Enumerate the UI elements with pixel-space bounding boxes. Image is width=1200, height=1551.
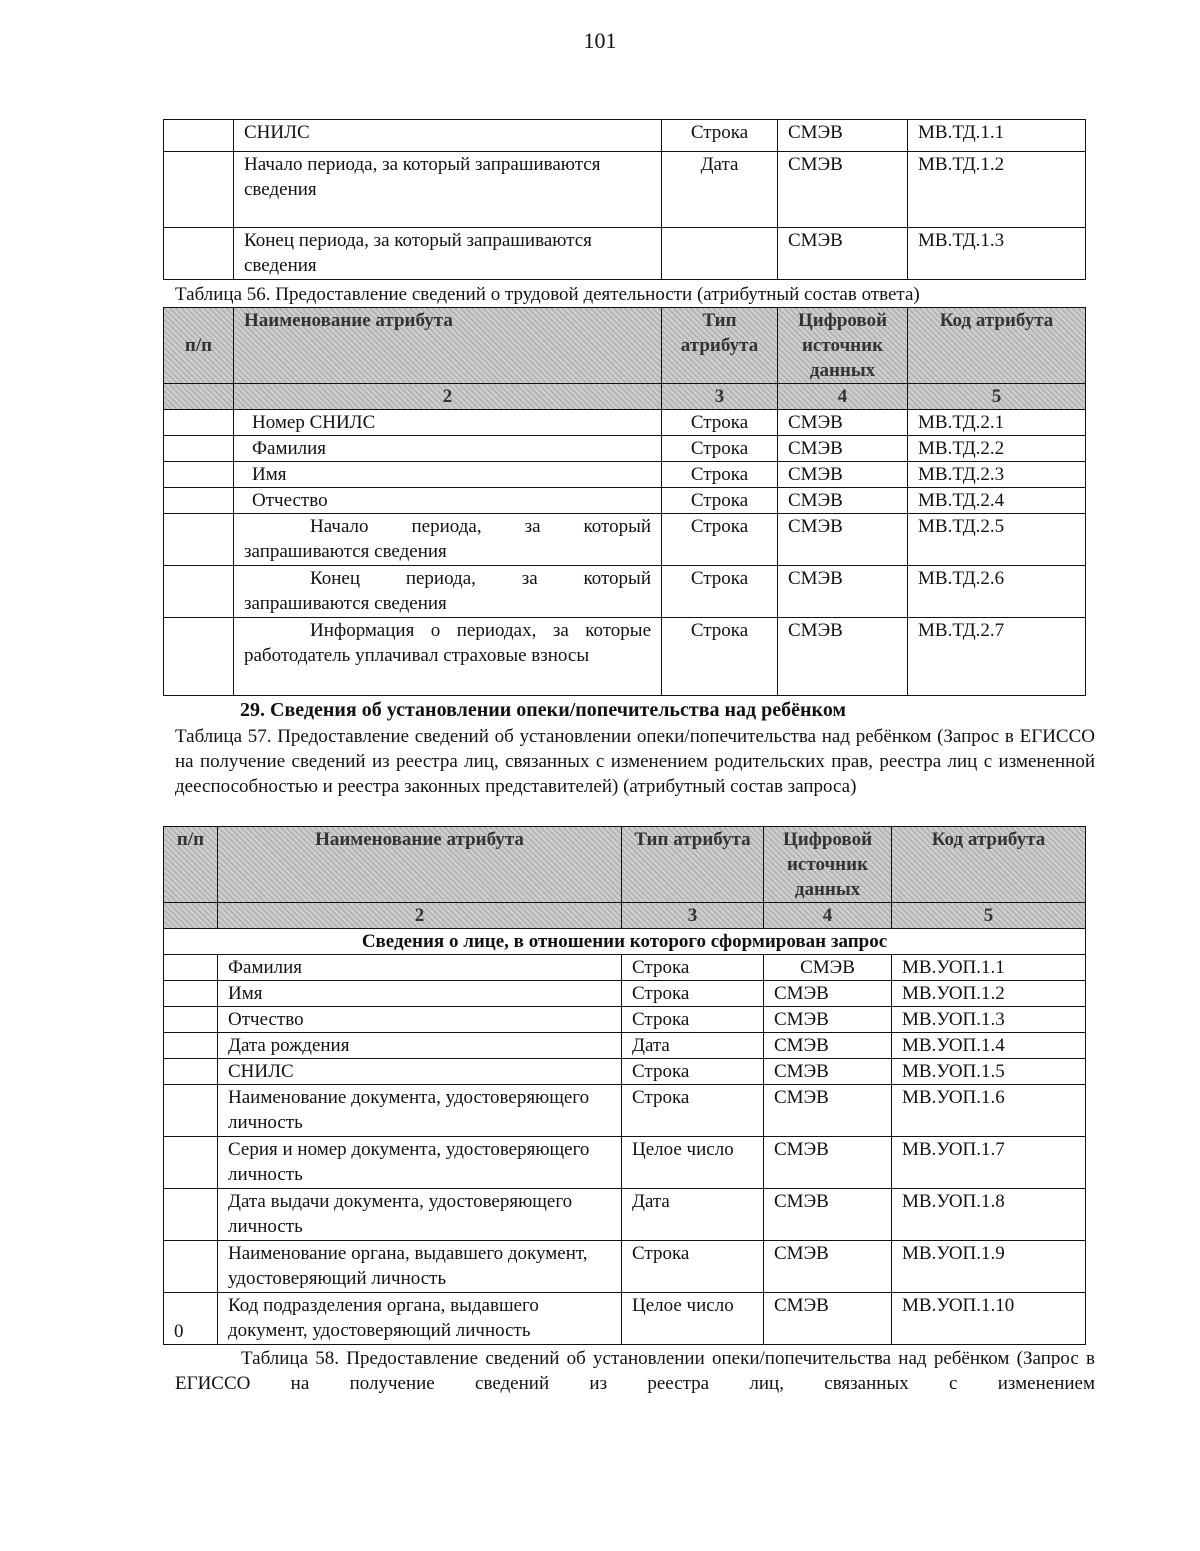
table-row (164, 152, 1086, 228)
data-source: СМЭВ (764, 1033, 892, 1059)
table-58-caption (175, 1346, 1095, 1396)
table-row (164, 1007, 1086, 1033)
attribute-code: МВ.ТД.2.1 (908, 410, 1086, 436)
group-title: Сведения о лице, в отношении которого сформирован запрос (164, 929, 1086, 955)
attribute-name: Имя (234, 462, 662, 488)
attribute-code: МВ.УОП.1.8 (892, 1189, 1086, 1241)
row-number (164, 120, 234, 152)
table-row (164, 120, 1086, 152)
header-number-3: 3 (662, 384, 778, 410)
header-number-2: 2 (218, 903, 622, 929)
attribute-code: МВ.УОП.1.3 (892, 1007, 1086, 1033)
data-source: СМЭВ (778, 462, 908, 488)
attribute-code: МВ.ТД.1.1 (908, 120, 1086, 152)
attribute-type: Строка (662, 462, 778, 488)
attribute-code: МВ.УОП.1.2 (892, 981, 1086, 1007)
attribute-code: МВ.УОП.1.9 (892, 1241, 1086, 1293)
table-row (164, 514, 1086, 566)
row-number (164, 618, 234, 696)
data-source: СМЭВ (778, 152, 908, 228)
data-source: СМЭВ (764, 1189, 892, 1241)
table-56 (163, 307, 1086, 696)
attribute-code: МВ.УОП.1.10 (892, 1293, 1086, 1345)
row-number (164, 1241, 218, 1293)
attribute-code: МВ.УОП.1.5 (892, 1059, 1086, 1085)
data-source: СМЭВ (764, 1137, 892, 1189)
table-header-row (164, 308, 1086, 384)
attribute-name: Отчество (234, 488, 662, 514)
header-number-4: 4 (764, 903, 892, 929)
attribute-name: СНИЛС (234, 120, 662, 152)
row-number (164, 410, 234, 436)
header-number-1 (164, 384, 234, 410)
data-source: СМЭВ (764, 1293, 892, 1345)
table-row (164, 1137, 1086, 1189)
data-source: СМЭВ (778, 514, 908, 566)
attribute-type: Дата (662, 152, 778, 228)
attribute-code: МВ.ТД.2.2 (908, 436, 1086, 462)
table-row (164, 981, 1086, 1007)
row-number (164, 981, 218, 1007)
row-number (164, 488, 234, 514)
header-number-5: 5 (892, 903, 1086, 929)
attribute-name: Начало периода, за который запрашиваются сведения (234, 514, 662, 566)
attribute-name: Фамилия (218, 955, 622, 981)
attribute-type: Целое число (622, 1293, 764, 1345)
attribute-type: Строка (622, 1085, 764, 1137)
table-row (164, 436, 1086, 462)
attribute-name: Конец периода, за который запрашиваются сведения (234, 228, 662, 280)
table-row (164, 1189, 1086, 1241)
attribute-type: Строка (622, 1059, 764, 1085)
table-header-numbers-row (164, 384, 1086, 410)
header-code: Код атрибута (892, 827, 1086, 903)
table-row (164, 462, 1086, 488)
table-row (164, 228, 1086, 280)
attribute-code: МВ.ТД.2.5 (908, 514, 1086, 566)
table-55-continuation (163, 119, 1086, 280)
row-number (164, 1189, 218, 1241)
attribute-type: Дата (622, 1033, 764, 1059)
table-group-row (164, 929, 1086, 955)
row-number (164, 1059, 218, 1085)
attribute-code: МВ.ТД.1.3 (908, 228, 1086, 280)
row-number (164, 462, 234, 488)
attribute-code: МВ.ТД.2.6 (908, 566, 1086, 618)
header-source: Цифровой источник данных (764, 827, 892, 903)
attribute-type: Целое число (622, 1137, 764, 1189)
data-source: СМЭВ (764, 981, 892, 1007)
header-code: Код атрибута (908, 308, 1086, 384)
attribute-type: Строка (622, 955, 764, 981)
attribute-type (662, 228, 778, 280)
attribute-name: Начало периода, за который запрашиваются сведения (234, 152, 662, 228)
header-type: Тип атрибута (622, 827, 764, 903)
row-number (164, 566, 234, 618)
table-57-caption: Таблица 57. Предоставление сведений об установлении опеки/попечительства над ребёнком (Запрос в ЕГИССО на получение сведений из реестра лиц, связанных с изменением родительских прав, реестра лиц с измененной дееспособностью и реестра законных представителей) (атрибутный состав запроса) (175, 726, 1095, 797)
attribute-type: Строка (662, 120, 778, 152)
attribute-type: Строка (662, 410, 778, 436)
data-source: СМЭВ (778, 410, 908, 436)
attribute-code: МВ.УОП.1.7 (892, 1137, 1086, 1189)
table-row (164, 1241, 1086, 1293)
header-number-1 (164, 903, 218, 929)
table-row (164, 410, 1086, 436)
table-row (164, 1059, 1086, 1085)
row-number (164, 228, 234, 280)
row-number (164, 152, 234, 228)
attribute-code: МВ.УОП.1.6 (892, 1085, 1086, 1137)
data-source: СМЭВ (764, 1007, 892, 1033)
row-number: 0 (164, 1293, 218, 1345)
attribute-name: СНИЛС (218, 1059, 622, 1085)
attribute-name: Информация о периодах, за которые работодатель уплачивал страховые взносы (234, 618, 662, 696)
row-number (164, 436, 234, 462)
table-row (164, 566, 1086, 618)
attribute-code: МВ.УОП.1.4 (892, 1033, 1086, 1059)
row-number (164, 1033, 218, 1059)
data-source: СМЭВ (764, 955, 892, 981)
attribute-code: МВ.УОП.1.1 (892, 955, 1086, 981)
attribute-type: Строка (662, 566, 778, 618)
header-name: Наименование атрибута (218, 827, 622, 903)
row-number (164, 1085, 218, 1137)
attribute-type: Строка (662, 514, 778, 566)
attribute-type: Дата (622, 1189, 764, 1241)
attribute-name: Отчество (218, 1007, 622, 1033)
attribute-name: Конец периода, за который запрашиваются сведения (234, 566, 662, 618)
table-row (164, 955, 1086, 981)
table-58-caption-text: Таблица 58. Предоставление сведений об установлении опеки/попечительства над ребёнком (Запрос в ЕГИССО на получение сведений из реестра лиц, связанных с изменением (175, 1348, 1095, 1394)
data-source: СМЭВ (778, 566, 908, 618)
table-row (164, 1085, 1086, 1137)
table-row (164, 618, 1086, 696)
attribute-code: МВ.ТД.2.7 (908, 618, 1086, 696)
attribute-name: Имя (218, 981, 622, 1007)
attribute-type: Строка (622, 1007, 764, 1033)
table-header-numbers-row (164, 903, 1086, 929)
data-source: СМЭВ (764, 1059, 892, 1085)
header-number-5: 5 (908, 384, 1086, 410)
attribute-name: Номер СНИЛС (234, 410, 662, 436)
header-number-2: 2 (234, 384, 662, 410)
attribute-code: МВ.ТД.2.3 (908, 462, 1086, 488)
row-number (164, 1007, 218, 1033)
data-source: СМЭВ (778, 120, 908, 152)
header-type: Тип атрибута (662, 308, 778, 384)
data-source: СМЭВ (778, 618, 908, 696)
header-num: п/п (164, 827, 218, 903)
table-header-row (164, 827, 1086, 903)
attribute-name: Серия и номер документа, удостоверяющего личность (218, 1137, 622, 1189)
table-row (164, 1033, 1086, 1059)
data-source: СМЭВ (778, 228, 908, 280)
attribute-name: Наименование органа, выдавшего документ, удостоверяющий личность (218, 1241, 622, 1293)
attribute-name: Дата выдачи документа, удостоверяющего личность (218, 1189, 622, 1241)
data-source: СМЭВ (764, 1085, 892, 1137)
data-source: СМЭВ (778, 488, 908, 514)
attribute-name: Фамилия (234, 436, 662, 462)
attribute-type: Строка (662, 436, 778, 462)
attribute-type: Строка (622, 981, 764, 1007)
table-56-caption: Таблица 56. Предоставление сведений о трудовой деятельности (атрибутный состав ответа) (175, 284, 920, 305)
data-source: СМЭВ (764, 1241, 892, 1293)
header-number-3: 3 (622, 903, 764, 929)
header-num: п/п (164, 308, 234, 384)
header-number-4: 4 (778, 384, 908, 410)
attribute-name: Наименование документа, удостоверяющего личность (218, 1085, 622, 1137)
header-source: Цифровой источник данных (778, 308, 908, 384)
header-name: Наименование атрибута (234, 308, 662, 384)
table-row (164, 488, 1086, 514)
row-number (164, 1137, 218, 1189)
attribute-type: Строка (662, 488, 778, 514)
attribute-code: МВ.ТД.2.4 (908, 488, 1086, 514)
row-number (164, 955, 218, 981)
section-29-heading: 29. Сведения об установлении опеки/попечительства над ребёнком (240, 699, 847, 721)
attribute-code: МВ.ТД.1.2 (908, 152, 1086, 228)
attribute-type: Строка (622, 1241, 764, 1293)
table-row (164, 1293, 1086, 1345)
page-number: 101 (583, 28, 617, 53)
attribute-type: Строка (662, 618, 778, 696)
attribute-name: Код подразделения органа, выдавшего документ, удостоверяющий личность (218, 1293, 622, 1345)
attribute-name: Дата рождения (218, 1033, 622, 1059)
data-source: СМЭВ (778, 436, 908, 462)
table-57 (163, 826, 1086, 1345)
row-number (164, 514, 234, 566)
